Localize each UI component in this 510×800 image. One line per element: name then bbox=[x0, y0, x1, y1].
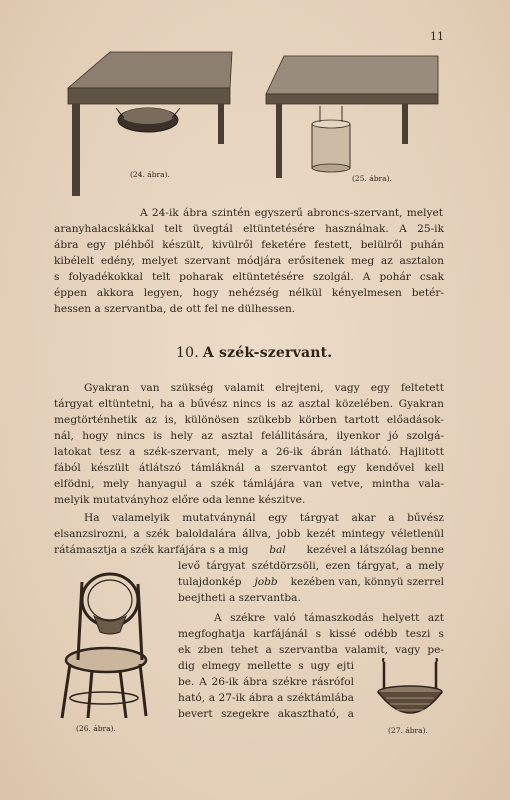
section-title: A szék-szervant. bbox=[202, 345, 333, 361]
text-line bbox=[54, 544, 444, 556]
text-line: Gyakran van szükség valamit elrejteni, vagy egy feltetett bbox=[84, 382, 444, 394]
figure-25-caption: (25. ábra). bbox=[352, 174, 392, 183]
text-line: éppen akkora legyen, hogy nehézség nélkül kényelmesen betér- bbox=[54, 287, 444, 299]
figure-25-table-illustration bbox=[262, 50, 442, 180]
text-line: nál, hogy nincs is hely az asztal felállitására, ilyenkor jó szolgá- bbox=[54, 430, 444, 442]
emphasis-text: bal bbox=[269, 544, 286, 556]
figure-27-caption: (27. ábra). bbox=[388, 726, 428, 735]
text-segment: rátámasztja a szék karfájára s a mig bbox=[54, 544, 249, 556]
page-number: 11 bbox=[430, 30, 444, 43]
text-line: megfoghatja karfájánál s kissé odébb teszi s bbox=[178, 628, 444, 640]
text-line: A 24-ik ábra szintén egyszerű abroncs-szervant, melyet bbox=[140, 207, 443, 219]
text-line: A székre való támaszkodás helyett azt bbox=[214, 612, 444, 624]
text-line: tárgyat eltüntetni, ha a bűvész nincs is az asztal közelében. Gyakran bbox=[54, 398, 444, 410]
text-line: fából készült átlátszó támláknál a szervantot egy kendővel kell bbox=[54, 462, 444, 474]
text-line: bevert szegekre akasztható, a bbox=[178, 708, 354, 720]
figure-24-caption: (24. ábra). bbox=[130, 170, 170, 179]
section-heading bbox=[176, 345, 332, 361]
text-line: megtörténhetik az is, különösen szükebb körben tartott előadások- bbox=[54, 414, 444, 426]
text-segment: tulajdonkép bbox=[178, 576, 242, 588]
text-line: ek zben tehet a szervantba valamit, vagy pe- bbox=[178, 644, 444, 656]
text-line: ábra egy pléhből készült, kivülről feketére festett, belülről puhán bbox=[54, 239, 444, 251]
text-segment: kezével a látszólag benne bbox=[306, 544, 444, 556]
text-segment: kezében van, könnyü szerrel bbox=[290, 576, 444, 588]
text-line: melyik mutatványhoz előre oda lenne készitve. bbox=[54, 494, 306, 506]
text-line: dig elmegy mellette s ugy ejti bbox=[178, 660, 354, 672]
section-number: 10. bbox=[176, 345, 199, 361]
text-line: hessen a szervantba, de ott fel ne dülhessen. bbox=[54, 303, 296, 315]
text-line: elfödni, mely hanyagul a szék támlájára van vetve, mintha vala- bbox=[54, 478, 444, 490]
text-line: elsanzsirozni, a szék baloldalára állva, jobb kezét mintegy véletlenül bbox=[54, 528, 444, 540]
figure-26-chair-illustration bbox=[48, 570, 152, 722]
text-line: aranyhalacskákkal telt üvegtál eltüntetésére használnak. A 25-ik bbox=[54, 223, 444, 235]
text-line: kibélelt edény, melyet szervant módjára erősitenek meg az asztalon bbox=[54, 255, 444, 267]
text-line: latokat tesz a szék-szervant, mely a 26-ik ábrán látható. Hajlitott bbox=[54, 446, 444, 458]
figure-26-caption: (26. ábra). bbox=[76, 724, 116, 733]
text-line: beejtheti a szervantba. bbox=[178, 592, 301, 604]
emphasis-text: jobb bbox=[254, 576, 278, 588]
text-line: levő tárgyat szétdörzsöli, ezen tárgyat, a mely bbox=[178, 560, 444, 572]
text-line: ható, a 27-ik ábra a széktámlába bbox=[178, 692, 354, 704]
text-line: s folyadékokkal telt poharak eltüntetésére szolgál. A pohár csak bbox=[54, 271, 444, 283]
text-line bbox=[178, 576, 444, 588]
text-line: be. A 26-ik ábra székre rásrófol bbox=[178, 676, 354, 688]
figure-27-servante-illustration bbox=[374, 658, 446, 722]
text-line: Ha valamelyik mutatványnál egy tárgyat akar a bűvész bbox=[84, 512, 444, 524]
